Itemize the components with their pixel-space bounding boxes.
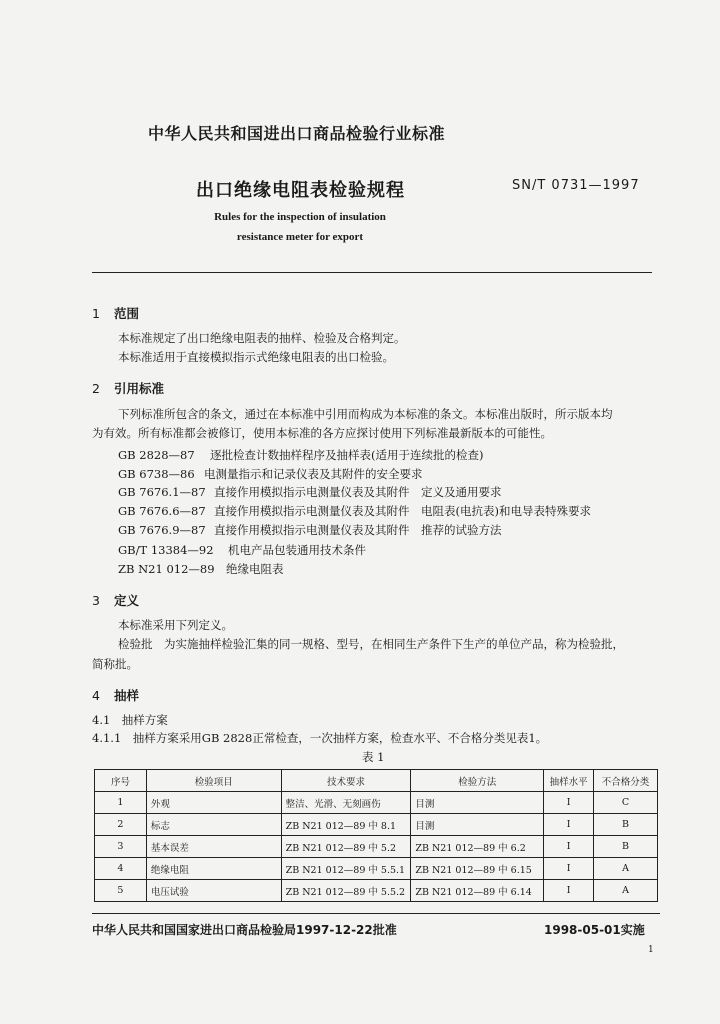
subsection-4-1-heading: 4.1 抽样方案 (92, 713, 168, 727)
table-cell: B (594, 836, 658, 858)
section-title: 定义 (114, 593, 140, 608)
page-number: 1 (648, 945, 654, 955)
reference-code: GB/T 13384—92 (118, 543, 214, 557)
table-cell: 标志 (146, 814, 281, 836)
document-title: 出口绝缘电阻表检验规程 (196, 180, 405, 201)
table-cell: 基本误差 (146, 836, 281, 858)
table-cell: ZB N21 012—89 中 6.2 (411, 836, 544, 858)
table-cell: I (544, 814, 594, 836)
table-row (95, 814, 658, 836)
section-title: 范围 (114, 306, 140, 321)
column-header: 抽样水平 (544, 770, 594, 792)
approval-statement: 中华人民共和国国家进出口商品检验局1997-12-22批准 (92, 923, 397, 937)
column-header: 技术要求 (281, 770, 411, 792)
reference-item (118, 542, 366, 558)
reference-title: 直接作用模拟指示电测量仪表及其附件 推荐的试验方法 (214, 523, 502, 537)
table-cell: 5 (95, 880, 147, 902)
table-cell: 外观 (146, 792, 281, 814)
section-number: 2 (92, 381, 100, 396)
table-cell: 1 (95, 792, 147, 814)
reference-title: 机电产品包装通用技术条件 (228, 543, 366, 557)
column-header: 序号 (95, 770, 147, 792)
section-number: 3 (92, 593, 100, 608)
reference-item (118, 522, 502, 538)
section-2-heading (92, 379, 164, 397)
table-cell: 2 (95, 814, 147, 836)
table-cell: ZB N21 012—89 中 6.14 (411, 880, 544, 902)
normative-intro-line-1: 下列标准所包含的条文，通过在本标准中引用而构成为本标准的条文。本标准出版时，所示版本均 (118, 407, 613, 421)
reference-item (118, 503, 591, 519)
column-header: 检验方法 (411, 770, 544, 792)
reference-title: 直接作用模拟指示电测量仪表及其附件 电阻表(电抗表)和电导表特殊要求 (214, 504, 591, 518)
table-row (95, 880, 658, 902)
section-4-heading (92, 686, 139, 704)
table-cell: 目测 (411, 814, 544, 836)
reference-item (118, 466, 423, 482)
reference-code: GB 7676.1—87 (118, 485, 206, 499)
table-cell: B (594, 814, 658, 836)
reference-title: 直接作用模拟指示电测量仪表及其附件 定义及通用要求 (214, 485, 502, 499)
table-cell: 绝缘电阻 (146, 858, 281, 880)
section-title: 引用标准 (114, 381, 165, 396)
table-cell: ZB N21 012—89 中 5.5.1 (281, 858, 411, 880)
table-header-row (95, 770, 658, 792)
table-caption: 表 1 (362, 750, 385, 764)
reference-title: 绝缘电阻表 (226, 562, 284, 576)
footer-divider (92, 913, 660, 914)
table-cell: C (594, 792, 658, 814)
definitions-intro: 本标准采用下列定义。 (118, 618, 233, 632)
table-cell: ZB N21 012—89 中 6.15 (411, 858, 544, 880)
table-cell: ZB N21 012—89 中 5.2 (281, 836, 411, 858)
section-3-heading (92, 591, 139, 609)
table-cell: A (594, 880, 658, 902)
table-row (95, 836, 658, 858)
subsection-4-1-1-text: 4.1.1 抽样方案采用GB 2828正常检查，一次抽样方案，检查水平、不合格分类见表1。 (92, 731, 548, 745)
definition-inspection-lot-line-1: 检验批 为实施抽样检验汇集的同一规格、型号，在相同生产条件下生产的单位产品，称为检验批， (118, 637, 624, 651)
header-divider (92, 272, 652, 273)
section-1-heading (92, 304, 139, 322)
reference-title: 电测量指示和记录仪表及其附件的安全要求 (204, 467, 423, 481)
normative-intro-line-2: 为有效。所有标准都会被修订，使用本标准的各方应探讨使用下列标准最新版本的可能性。 (92, 426, 552, 440)
reference-code: ZB N21 012—89 (118, 562, 215, 576)
table-cell: 目测 (411, 792, 544, 814)
table-cell: ZB N21 012—89 中 5.5.2 (281, 880, 411, 902)
column-header: 检验项目 (146, 770, 281, 792)
scope-paragraph-2: 本标准适用于直接模拟指示式绝缘电阻表的出口检验。 (118, 350, 394, 364)
table-cell: I (544, 858, 594, 880)
column-header: 不合格分类 (594, 770, 658, 792)
table-row (95, 858, 658, 880)
table-cell: I (544, 836, 594, 858)
reference-code: GB 6738—86 (118, 467, 195, 481)
standard-number: SN/T 0731—1997 (512, 178, 640, 193)
section-number: 4 (92, 688, 100, 703)
table-cell: 整洁、光滑、无刻画伤 (281, 792, 411, 814)
table-cell: I (544, 880, 594, 902)
table-cell: 3 (95, 836, 147, 858)
reference-item (118, 561, 284, 577)
issuing-org-header: 中华人民共和国进出口商品检验行业标准 (148, 124, 446, 143)
table-row (95, 792, 658, 814)
reference-item (118, 484, 502, 500)
scope-paragraph-1: 本标准规定了出口绝缘电阻表的抽样、检验及合格判定。 (118, 331, 406, 345)
definition-inspection-lot-line-2: 简称批。 (92, 657, 138, 671)
table-cell: 4 (95, 858, 147, 880)
reference-item (118, 447, 483, 463)
reference-code: GB 7676.6—87 (118, 504, 206, 518)
table-cell: ZB N21 012—89 中 8.1 (281, 814, 411, 836)
section-number: 1 (92, 306, 100, 321)
effective-date: 1998-05-01实施 (544, 923, 645, 937)
sampling-plan-table (94, 769, 658, 902)
section-title: 抽样 (114, 688, 140, 703)
english-title-line-1: Rules for the inspection of insulation (214, 211, 386, 223)
table-cell: A (594, 858, 658, 880)
reference-code: GB 2828—87 (118, 448, 195, 462)
table-cell: I (544, 792, 594, 814)
english-title-line-2: resistance meter for export (236, 231, 364, 243)
reference-title: 逐批检查计数抽样程序及抽样表(适用于连续批的检查) (210, 448, 484, 462)
reference-code: GB 7676.9—87 (118, 523, 206, 537)
table-cell: 电压试验 (146, 880, 281, 902)
